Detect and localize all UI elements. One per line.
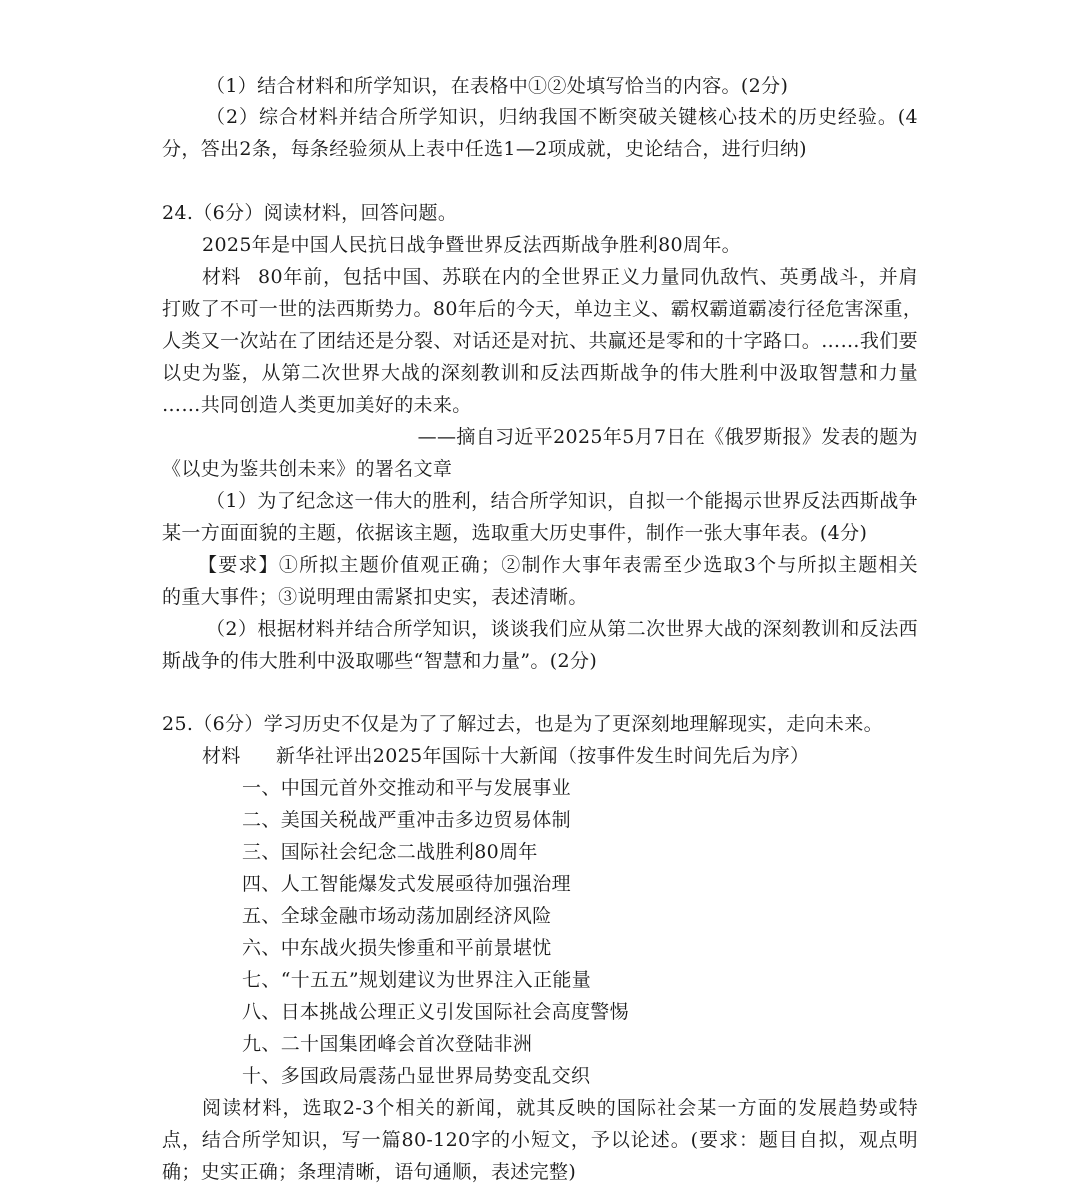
q25-news-item: 十、多国政局震荡凸显世界局势变乱交织	[242, 1065, 591, 1087]
q24-sub2-line: 斯战争的伟大胜利中汲取哪些“智慧和力量”。(2分)	[162, 650, 598, 672]
q25-news-item: 四、人工智能爆发式发展亟待加强治理	[242, 873, 571, 895]
q24-requirement-line: 的重大事件；③说明理由需紧扣史实，表述清晰。	[162, 586, 588, 608]
q25-news-item: 七、“十五五”规划建议为世界注入正能量	[242, 969, 592, 991]
q24-material-line: 80年前，包括中国、苏联在内的全世界正义力量同仇敌忾、英勇战斗，并肩	[258, 266, 918, 288]
q25-news-item: 八、日本挑战公理正义引发国际社会高度警惕	[242, 1001, 630, 1023]
q23-sub2-line2: 分，答出2条，每条经验须从上表中任选1—2项成就，史论结合，进行归纳)	[162, 138, 807, 160]
q25-material-label: 材料	[202, 745, 241, 767]
q23-sub1: （1）结合材料和所学知识，在表格中①②处填写恰当的内容。(2分)	[206, 75, 789, 97]
q24-intro: 2025年是中国人民抗日战争暨世界反法西斯战争胜利80周年。	[202, 234, 742, 256]
q24-material-line: 以史为鉴，从第二次世界大战的深刻教训和反法西斯战争的伟大胜利中汲取智慧和力量	[162, 362, 918, 384]
q24-sub1-line: （1）为了纪念这一伟大的胜利，结合所学知识，自拟一个能揭示世界反法西斯战争	[206, 490, 918, 512]
q25-news-item: 三、国际社会纪念二战胜利80周年	[242, 841, 538, 863]
q25-news-item: 六、中东战火损失惨重和平前景堪忧	[242, 937, 552, 959]
q25-material-title: 新华社评出2025年国际十大新闻（按事件发生时间先后为序）	[276, 745, 810, 767]
q24-sub1-line: 某一方面面貌的主题，依据该主题，选取重大历史事件，制作一张大事年表。(4分)	[162, 522, 868, 544]
q25-task-line: 阅读材料，选取2-3个相关的新闻，就其反映的国际社会某一方面的发展趋势或特	[202, 1097, 918, 1119]
q24-material-line: 打败了不可一世的法西斯势力。80年后的今天，单边主义、霸权霸道霸凌行径危害深重，	[162, 298, 923, 320]
q25-news-item: 一、中国元首外交推动和平与发展事业	[242, 777, 571, 799]
q24-source-line2: 《以史为鉴共创未来》的署名文章	[162, 458, 453, 480]
q25-task-line: 点，结合所学知识，写一篇80-120字的小短文，予以论述。(要求：题目自拟，观点明	[162, 1129, 918, 1151]
q25-news-item: 五、全球金融市场动荡加剧经济风险	[242, 905, 552, 927]
q25-news-item: 二、美国关税战严重冲击多边贸易体制	[242, 809, 571, 831]
q25-task-line: 确；史实正确；条理清晰，语句通顺，表述完整)	[162, 1161, 577, 1183]
q24-requirement-line: 【要求】①所拟主题价值观正确；②制作大事年表需至少选取3个与所拟主题相关	[198, 554, 918, 576]
q24-material-line: 人类又一次站在了团结还是分裂、对话还是对抗、共赢还是零和的十字路口。……我们要	[162, 330, 918, 352]
q25-news-item: 九、二十国集团峰会首次登陆非洲	[242, 1033, 533, 1055]
q24-material-label: 材料	[202, 266, 241, 288]
q24-sub2-line: （2）根据材料并结合所学知识，谈谈我们应从第二次世界大战的深刻教训和反法西	[206, 618, 918, 640]
q24-material-line: ……共同创造人类更加美好的未来。	[162, 394, 472, 416]
q23-sub2-line1: （2）综合材料并结合所学知识，归纳我国不断突破关键核心技术的历史经验。(4	[206, 106, 918, 128]
q24-heading: 24.（6分）阅读材料，回答问题。	[162, 202, 458, 224]
q25-heading: 25.（6分）学习历史不仅是为了了解过去，也是为了更深刻地理解现实，走向未来。	[162, 713, 883, 735]
q24-source-line1: ——摘自习近平2025年5月7日在《俄罗斯报》发表的题为	[417, 426, 918, 448]
